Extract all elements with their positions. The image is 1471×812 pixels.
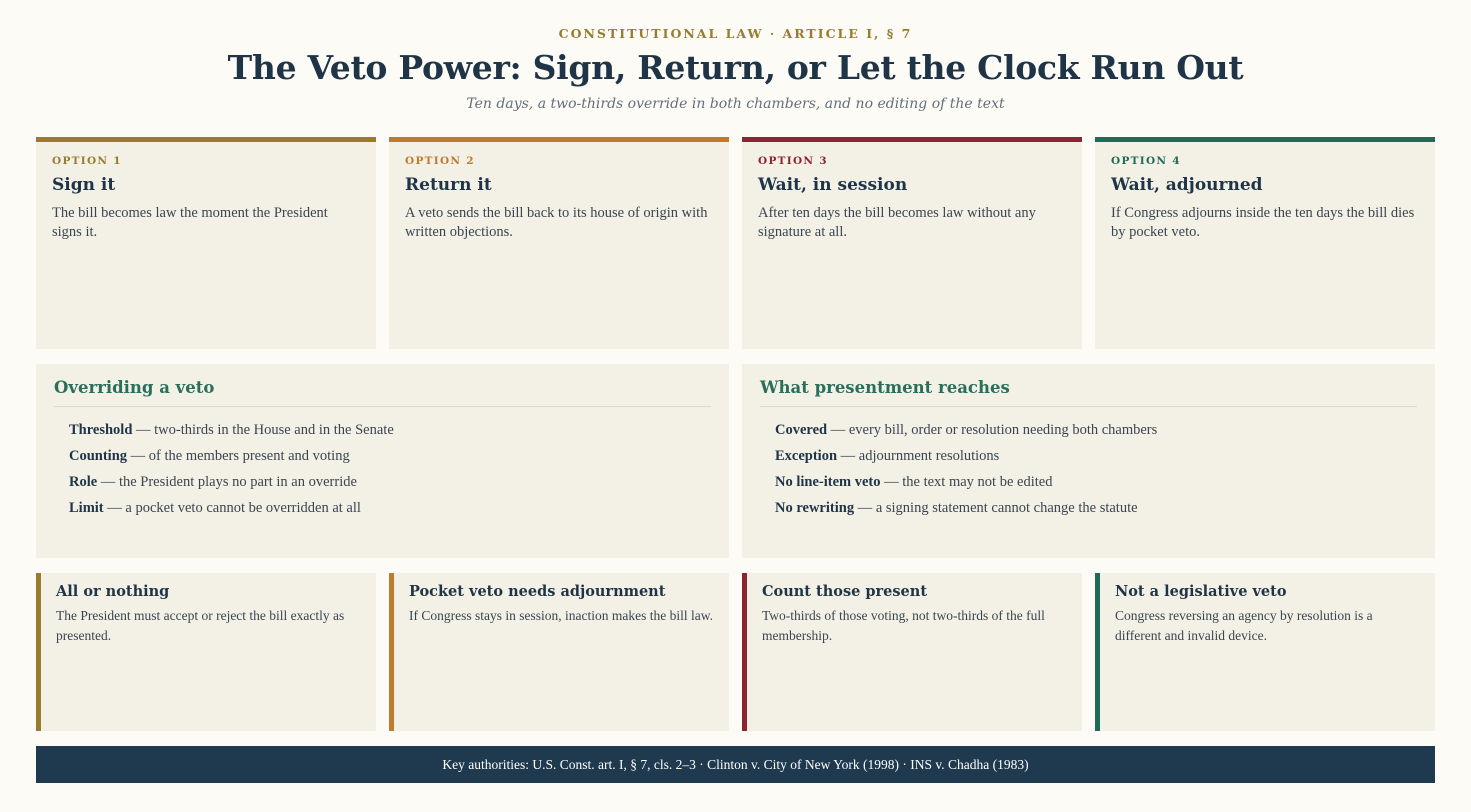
option-text: After ten days the bill becomes law without any signature at all.	[758, 205, 1036, 240]
option-card-wait-session	[742, 137, 1082, 349]
option-card-sign	[36, 137, 376, 349]
option-text: The bill becomes law the moment the President signs it.	[52, 205, 328, 240]
list-item	[69, 495, 711, 521]
note-card-count-present	[742, 573, 1082, 731]
item-term: Exception	[775, 448, 838, 464]
list-item	[69, 469, 711, 495]
item-term: Counting	[69, 448, 128, 464]
item-desc: — adjournment resolutions	[837, 448, 1000, 464]
option-label: OPTION 4	[1111, 155, 1181, 167]
item-desc: — of the members present and voting	[127, 448, 350, 464]
note-text: If Congress stays in session, inaction makes the bill law.	[409, 608, 713, 623]
option-card-wait-adjourned	[1095, 137, 1435, 349]
option-label: OPTION 1	[52, 155, 122, 167]
override-list	[54, 417, 711, 521]
item-desc: — the President plays no part in an override	[97, 474, 357, 490]
item-desc: — every bill, order or resolution needing both chambers	[827, 422, 1158, 438]
item-term: No rewriting	[775, 500, 855, 516]
list-item	[69, 417, 711, 443]
item-desc: — two-thirds in the House and in the Senate	[132, 422, 394, 438]
option-title: Sign it	[52, 175, 116, 195]
list-item	[69, 443, 711, 469]
item-term: Limit	[69, 500, 104, 516]
note-card-pocket-veto	[389, 573, 729, 731]
option-title: Wait, in session	[758, 175, 908, 195]
list-item	[775, 469, 1417, 495]
option-text: If Congress adjourns inside the ten days the bill dies by pocket veto.	[1111, 205, 1415, 240]
option-title: Wait, adjourned	[1111, 175, 1263, 195]
override-panel	[36, 364, 729, 558]
note-title: Not a legislative veto	[1115, 583, 1287, 600]
footer-authorities: Key authorities: U.S. Const. art. I, § 7, cls. 2–3 · Clinton v. City of New York (1998) · INS v. Chadha (1983)	[36, 746, 1435, 783]
note-text: Two-thirds of those voting, not two-thirds of the full membership.	[762, 608, 1045, 643]
list-item	[775, 443, 1417, 469]
panel-title: Overriding a veto	[54, 378, 711, 407]
note-text: Congress reversing an agency by resolution is a different and invalid device.	[1115, 608, 1373, 643]
item-term: Threshold	[69, 422, 133, 438]
item-term: Role	[69, 474, 98, 490]
option-label: OPTION 2	[405, 155, 475, 167]
page-subtitle: Ten days, a two-thirds override in both chambers, and no editing of the text	[466, 96, 1005, 112]
item-desc: — the text may not be edited	[880, 474, 1053, 490]
note-text: The President must accept or reject the bill exactly as presented.	[56, 608, 345, 643]
option-card-return	[389, 137, 729, 349]
note-title: Count those present	[762, 583, 928, 600]
page-title: The Veto Power: Sign, Return, or Let the Clock Run Out	[227, 48, 1244, 87]
note-card-legislative-veto	[1095, 573, 1435, 731]
option-label: OPTION 3	[758, 155, 828, 167]
item-desc: — a signing statement cannot change the statute	[854, 500, 1138, 516]
item-desc: — a pocket veto cannot be overridden at all	[103, 500, 361, 516]
presentment-panel	[742, 364, 1435, 558]
list-item	[775, 417, 1417, 443]
note-card-all-or-nothing	[36, 573, 376, 731]
item-term: Covered	[775, 422, 828, 438]
option-title: Return it	[405, 175, 492, 195]
section-kicker: CONSTITUTIONAL LAW · ARTICLE I, § 7	[558, 26, 913, 41]
list-item	[775, 495, 1417, 521]
item-term: No line-item veto	[775, 474, 881, 490]
note-title: Pocket veto needs adjournment	[409, 583, 666, 600]
option-text: A veto sends the bill back to its house of origin with written objections.	[405, 205, 708, 240]
panel-title: What presentment reaches	[760, 378, 1417, 407]
presentment-list	[760, 417, 1417, 521]
note-title: All or nothing	[56, 583, 170, 600]
